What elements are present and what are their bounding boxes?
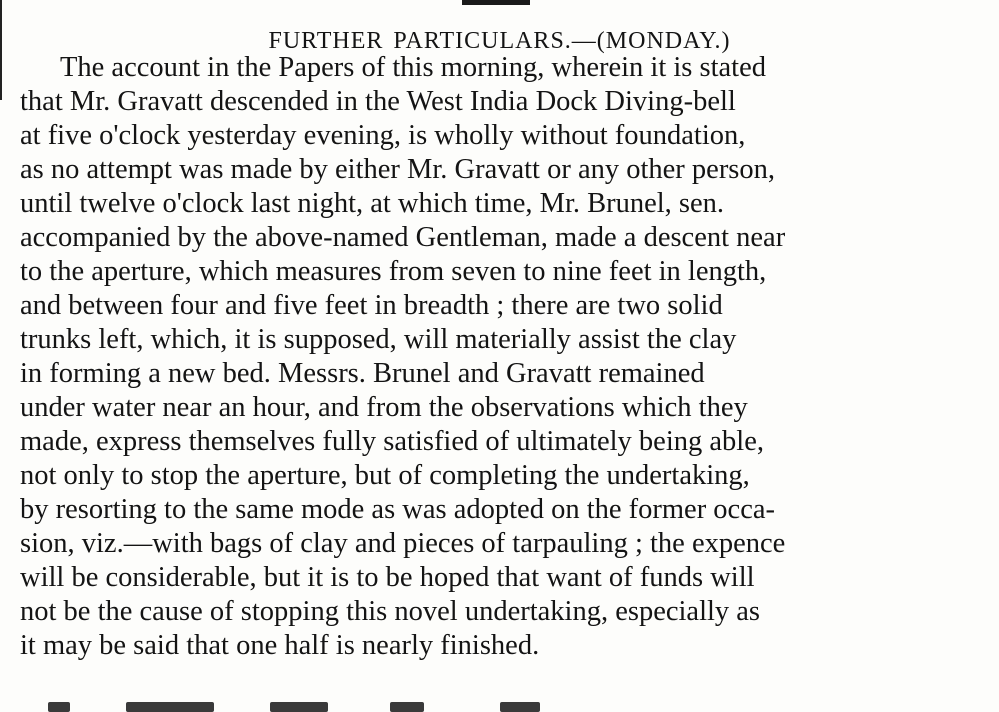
article-line-15: sion, viz.—with bags of clay and pieces of tarpauling ; the expence [20,528,786,559]
article-line-8: and between four and five feet in breadth ; there are two solid [20,290,723,321]
article-line-2: that Mr. Gravatt descended in the West India Dock Diving-bell [20,86,736,117]
truncated-next-line [30,700,930,712]
article-line-1: The account in the Papers of this morning, wherein it is stated [60,52,767,83]
article-line-3: at five o'clock yesterday evening, is wholly without foundation, [20,120,746,151]
article-line-7: to the aperture, which measures from seven to nine feet in length, [20,256,767,287]
article-line-14: by resorting to the same mode as was adopted on the former occa- [20,494,775,525]
article-heading: FURTHER PARTICULARS.—(MONDAY.) [268,28,731,54]
top-rule [462,0,530,5]
article-line-17: not be the cause of stopping this novel undertaking, especially as [20,596,761,627]
article-line-18: it may be said that one half is nearly finished. [20,630,540,661]
article-line-5: until twelve o'clock last night, at which time, Mr. Brunel, sen. [20,188,725,219]
article-line-4: as no attempt was made by either Mr. Gravatt or any other person, [20,154,776,185]
article-line-11: under water near an hour, and from the observations which they [20,392,748,423]
article-line-6: accompanied by the above-named Gentleman, made a descent near [20,222,786,253]
article-line-13: not only to stop the aperture, but of completing the undertaking, [20,460,750,491]
article-line-10: in forming a new bed. Messrs. Brunel and Gravatt remained [20,358,705,389]
article-line-12: made, express themselves fully satisfied of ultimately being able, [20,426,764,457]
article-line-9: trunks left, which, it is supposed, will materially assist the clay [20,324,737,355]
article-line-16: will be considerable, but it is to be hoped that want of funds will [20,562,755,593]
